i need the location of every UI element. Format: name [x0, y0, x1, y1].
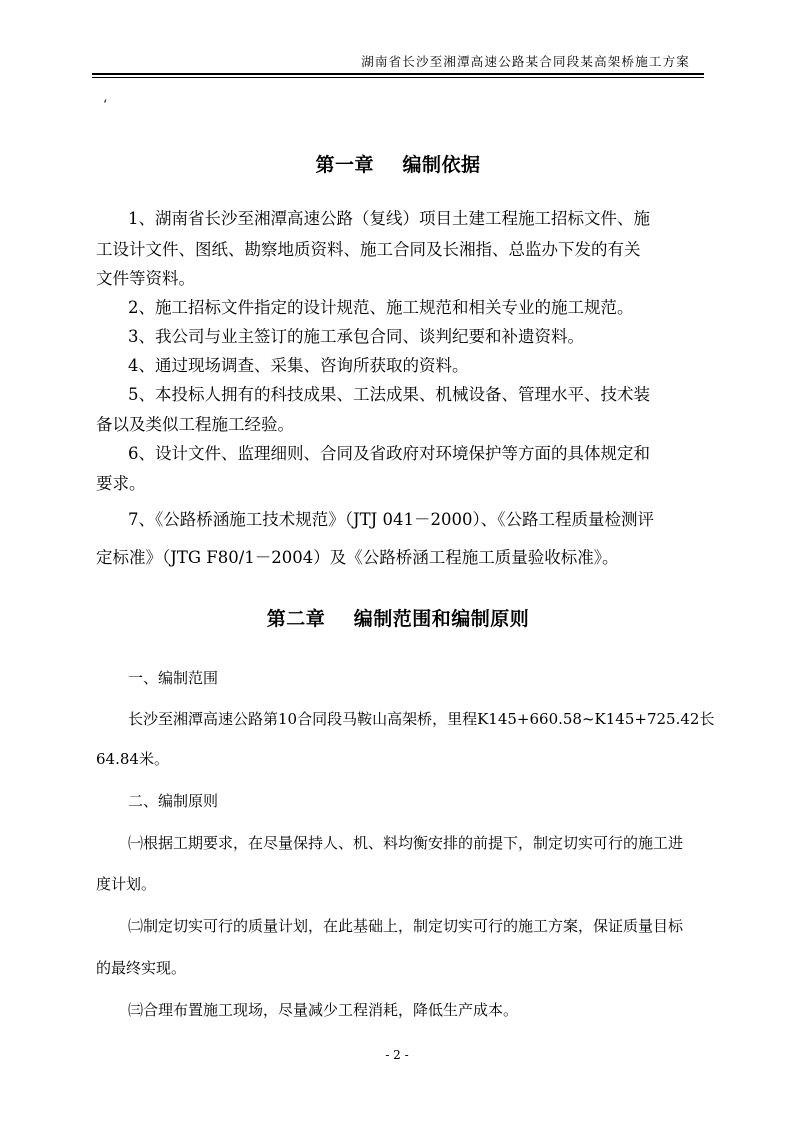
header-rule	[92, 73, 704, 75]
paragraph-line: 7、《公路桥涵施工技术规范》（JTJ 041－2000）、《公路工程质量检测评	[128, 510, 654, 529]
paragraph-line: 文件等资料。	[96, 269, 195, 288]
stray-mark: ‘	[103, 98, 108, 113]
paragraph-line: ㈠根据工期要求，在尽量保持人、机、料均衡安排的前提下，制定切实可行的施工进	[128, 834, 684, 852]
paragraph-line: 要求。	[96, 474, 146, 493]
paragraph-line: 1、湖南省长沙至湘潭高速公路（复线）项目土建工程施工招标文件、施	[128, 209, 650, 228]
paragraph-line: 64.84米。	[96, 750, 169, 768]
chapter-1-title: 第一章 编制依据	[315, 154, 481, 176]
header-title: 湖南省长沙至湘潭高速公路某合同段某高架桥施工方案	[361, 54, 690, 69]
paragraph-line: 2、施工招标文件指定的设计规范、施工规范和相关专业的施工规范。	[128, 298, 634, 317]
paragraph-line: 度计划。	[96, 875, 157, 893]
chapter-2-title: 第二章 编制范围和编制原则	[266, 608, 530, 630]
paragraph-line: ㈡制定切实可行的质量计划，在此基础上，制定切实可行的施工方案，保证质量目标	[128, 917, 684, 935]
paragraph-line: 6、设计文件、监理细则、合同及省政府对环境保护等方面的具体规定和	[128, 444, 650, 463]
paragraph-line: 的最终实现。	[96, 959, 187, 977]
paragraph-line: 5、本投标人拥有的科技成果、工法成果、机械设备、管理水平、技术装	[128, 385, 650, 404]
paragraph-line: 定标准》（JTG F80/1－2004）及《公路桥涵工程施工质量验收标准》。	[96, 548, 619, 567]
paragraph-line: 工设计文件、图纸、勘察地质资料、施工合同及长湘指、总监办下发的有关	[96, 240, 641, 259]
page-number: - 2 -	[385, 1048, 409, 1062]
paragraph-line: 3、我公司与业主签订的施工承包合同、谈判纪要和补遗资料。	[128, 327, 584, 346]
section-heading: 二、编制原则	[128, 792, 219, 810]
paragraph-line: 备以及类似工程施工经验。	[96, 415, 294, 434]
paragraph-line: 4、通过现场调查、采集、咨询所获取的资料。	[128, 356, 469, 375]
paragraph-line: ㈢合理布置施工现场，尽量减少工程消耗，降低生产成本。	[128, 1001, 519, 1019]
header-rule-thin	[92, 77, 704, 78]
section-heading: 一、编制范围	[128, 669, 219, 687]
paragraph-line: 长沙至湘潭高速公路第10合同段马鞍山高架桥，里程K145+660.58~K145+725.42长	[128, 710, 715, 728]
